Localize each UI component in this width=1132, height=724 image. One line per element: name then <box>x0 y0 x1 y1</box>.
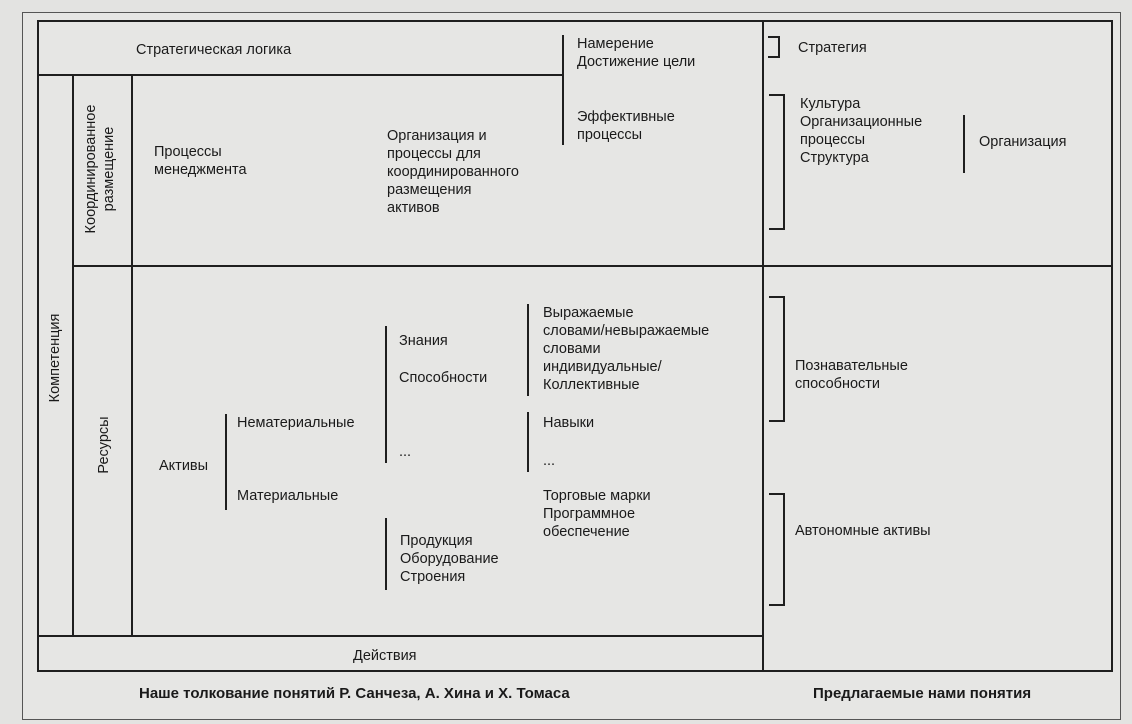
strategy-bracket-top <box>768 36 779 38</box>
knowledge-label: Знания <box>399 333 448 349</box>
skills-label: Навыки <box>543 415 595 431</box>
outer-box-right <box>1111 20 1113 672</box>
actions-row-line <box>37 635 764 637</box>
right-caption: Предлагаемые нами понятия <box>813 685 1032 702</box>
strategy-label: Стратегия <box>798 40 867 56</box>
products-label: Продукция Оборудование Строения <box>400 533 499 585</box>
org-processes-label: Организация и процессы для координированного размещения активов <box>387 128 519 216</box>
management-processes-label: Процессы менеджмента <box>154 144 247 178</box>
intangible-bracket <box>385 326 387 463</box>
strategic-logic-label: Стратегическая логика <box>136 42 292 58</box>
left-caption: Наше толкование понятий Р. Санчеза, А. Хина и Х. Томаса <box>139 685 570 702</box>
cognitive-bracket-v <box>783 296 785 422</box>
competence-divider <box>72 74 74 636</box>
culture-label: Культура Организационные процессы Структура <box>800 96 923 166</box>
cognitive-bracket-bottom <box>769 420 784 422</box>
assets-label: Активы <box>159 458 209 474</box>
abilities-label: Способности <box>399 370 488 386</box>
tangible-label: Материальные <box>237 488 339 504</box>
assets-bracket <box>225 414 227 510</box>
ellipsis-right: ... <box>543 453 556 469</box>
competence-label: Компетенция <box>47 313 63 403</box>
autonomous-bracket-top <box>769 493 784 495</box>
organization-bracket <box>963 115 965 173</box>
organization-label: Организация <box>979 134 1067 150</box>
actions-label: Действия <box>353 648 417 664</box>
culture-bracket-v <box>783 94 785 230</box>
cognitive-bracket-top <box>769 296 784 298</box>
resources-label: Ресурсы <box>96 416 112 474</box>
trademarks-label: Торговые марки Программное обеспечение <box>543 488 651 540</box>
effective-processes-label: Эффективные процессы <box>577 109 675 143</box>
tangible-bracket <box>385 518 387 590</box>
strategic-row-line <box>37 74 562 76</box>
verbal-label: Выражаемые словами/невыражаемые словами индивидуальные/ Коллективные <box>543 305 710 393</box>
culture-bracket-bottom <box>769 228 784 230</box>
culture-bracket-top <box>769 94 784 96</box>
cognitive-label: Познавательные способности <box>795 358 908 392</box>
autonomous-bracket-bottom <box>769 604 784 606</box>
outer-box-left <box>37 20 39 672</box>
autonomous-bracket-v <box>783 493 785 606</box>
outer-box-bottom <box>37 670 1113 672</box>
section-split-line <box>72 265 1113 267</box>
intent-label: Намерение Достижение цели <box>577 36 696 70</box>
intent-bracket <box>562 35 564 145</box>
strategy-bracket-v <box>778 36 780 58</box>
verbal-bracket <box>527 304 529 396</box>
intangible-label: Нематериальные <box>237 415 355 431</box>
coordinated-placement-label: Координированное размещение <box>83 104 117 234</box>
strategy-bracket-bottom <box>768 56 779 58</box>
panel-divider <box>762 20 764 672</box>
outer-box-top <box>37 20 1113 22</box>
autonomous-label: Автономные активы <box>795 523 931 539</box>
ellipsis-mid: ... <box>399 444 412 460</box>
skills-bracket <box>527 412 529 472</box>
sublabel-divider <box>131 74 133 636</box>
